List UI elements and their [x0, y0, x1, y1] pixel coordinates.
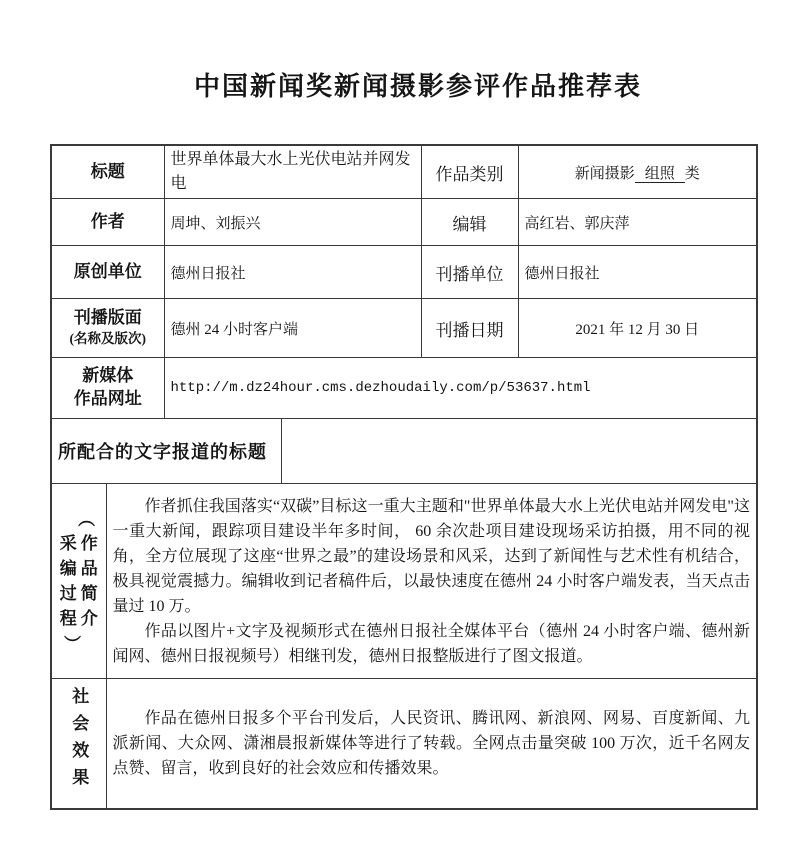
table-row-intro	[51, 484, 757, 679]
social-effect-vertical-label: 社会效果	[69, 686, 89, 795]
label-broadcast-page	[51, 299, 164, 358]
label-new-media-url	[51, 358, 164, 419]
table-row-new-media-url	[51, 358, 757, 419]
table-row-title	[51, 145, 757, 199]
table-row-text-report	[51, 419, 757, 484]
intro-paragraph-1: 作者抓住我国落实“双碳”目标这一重大主题和"世界单体最大水上光伏电站并网发电"这一重大新闻，跟踪项目建设半年多时间， 60 余次赴项目建设现场采访拍摄，用不同的视角，全方位展现了这座“世界之最”的建设场景和风采，达到了新闻性与艺术性有机结合，极具视觉震撼力。编辑收到记者稿件后，以最快速度在德州 24 小时客户端发表，当天点击量过 10 万。	[112, 497, 751, 615]
value-intro	[106, 484, 757, 679]
label-author: 作者	[51, 199, 164, 246]
label-social-effect	[51, 679, 106, 809]
intro-label-row: 过简	[59, 584, 102, 603]
recommendation-form-table	[50, 144, 758, 810]
label-title: 标题	[51, 145, 164, 199]
category-prefix: 新闻摄影	[574, 165, 635, 182]
value-editor: 高红岩、郭庆萍	[518, 199, 757, 246]
label-original-unit: 原创单位	[51, 246, 164, 299]
category-suffix: 类	[684, 165, 700, 182]
label-editor: 编辑	[421, 199, 518, 246]
intro-label-row: 程介	[59, 609, 102, 628]
table-row-original-unit	[51, 246, 757, 299]
intro-paragraph-2: 作品以图片+文字及视频形式在德州日报社全媒体平台（德州 24 小时客户端、德州新闻网、德州日报视频号）相继刊发，德州日报整版进行了图文报道。	[112, 622, 751, 665]
social-paragraph: 作品在德州日报多个平台刊发后，人民资讯、腾讯网、新浪网、网易、百度新闻、九派新闻、大众网、潇湘晨报新媒体等进行了转载。全网点击量突破 100 万次，近千名网友点赞、留言，收到良好的社会效应和传播效果。	[112, 709, 751, 777]
intro-label-row: 采作	[59, 534, 102, 553]
value-social-effect	[106, 679, 757, 809]
value-original-unit: 德州日报社	[164, 246, 421, 299]
intro-paren-open: （	[76, 510, 96, 527]
page-title: 中国新闻奖新闻摄影参评作品推荐表	[193, 72, 642, 101]
label-broadcast-date: 刊播日期	[421, 299, 518, 358]
label-broadcast-unit: 刊播单位	[421, 246, 518, 299]
value-category	[518, 145, 757, 199]
label-text-report-title: 所配合的文字报道的标题	[51, 419, 281, 484]
table-row-broadcast-page	[51, 299, 757, 358]
broadcast-page-label-line2: (名称及版次)	[69, 331, 146, 347]
category-underlined: 组照	[635, 166, 685, 183]
table-row-social	[51, 679, 757, 809]
intro-label-row: 编品	[59, 559, 102, 578]
new-media-label-line2: 作品网址	[73, 389, 142, 408]
new-media-label-line1: 新媒体	[82, 366, 134, 386]
intro-paren-close: ）	[62, 635, 82, 652]
value-author: 周坤、刘振兴	[164, 199, 421, 246]
label-intro	[51, 484, 106, 679]
label-category: 作品类别	[421, 145, 518, 199]
value-title: 世界单体最大水上光伏电站并网发电	[164, 145, 421, 199]
value-broadcast-unit: 德州日报社	[518, 246, 757, 299]
broadcast-page-label-line1: 刊播版面	[73, 308, 142, 328]
value-new-media-url: http://m.dz24hour.cms.dezhoudaily.com/p/53637.html	[164, 358, 757, 419]
value-broadcast-page: 德州 24 小时客户端	[164, 299, 421, 358]
intro-vertical-label	[58, 506, 100, 656]
table-row-author	[51, 199, 757, 246]
value-text-report-title	[281, 419, 757, 484]
value-broadcast-date: 2021 年 12 月 30 日	[518, 299, 757, 358]
